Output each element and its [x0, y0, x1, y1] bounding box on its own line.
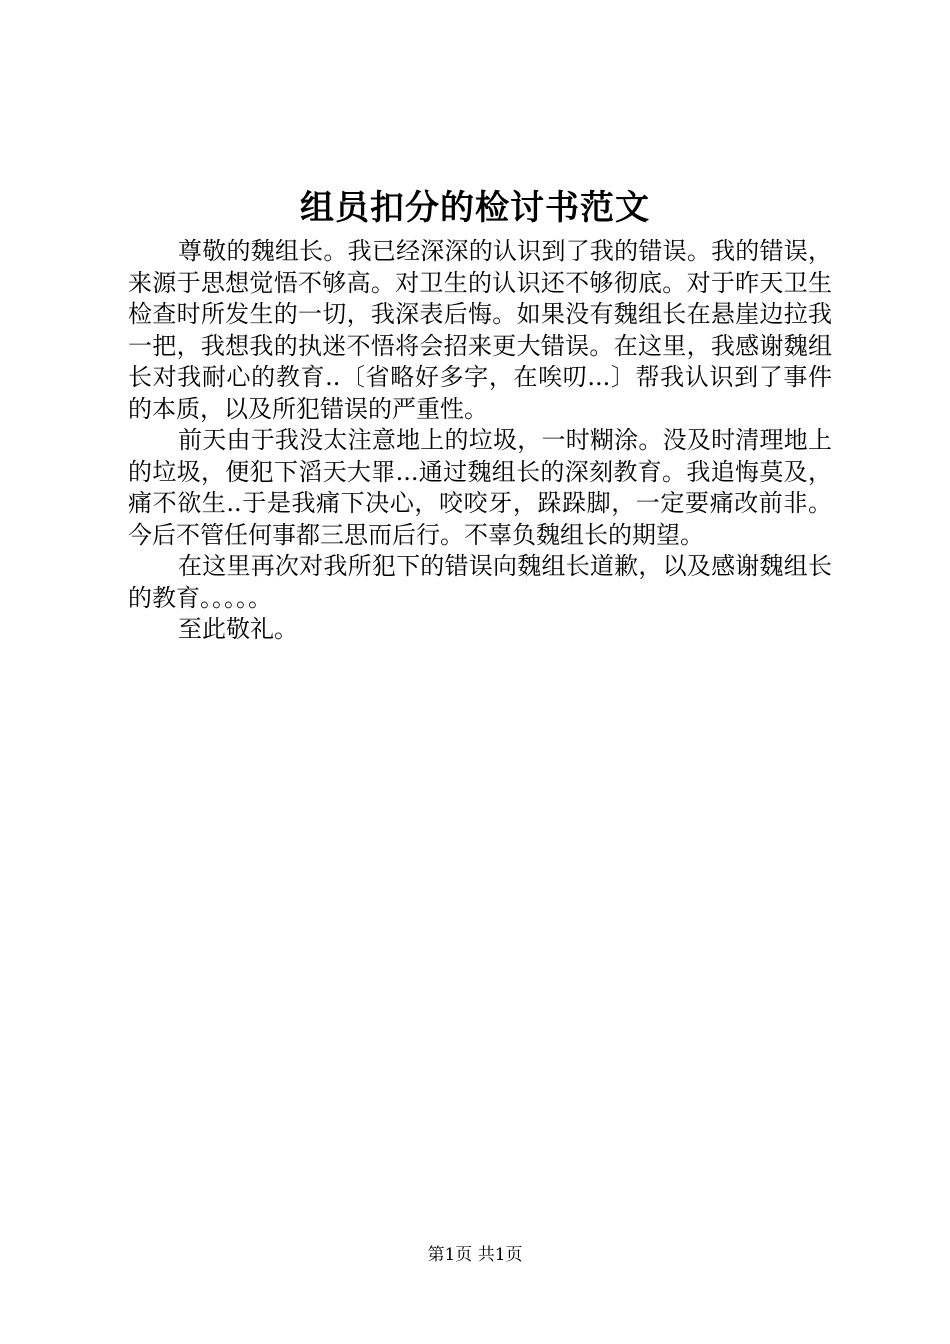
paragraph-1: 尊敬的魏组长。我已经深深的认识到了我的错误。我的错误，来源于思想觉悟不够高。对卫生的认识还不够彻底。对于昨天卫生检查时所发生的一切，我深表后悔。如果没有魏组长在悬崖边拉我一把，我想我的执迷不悟将会招来更大错误。在这里，我感谢魏组长对我耐心的教育..〔省略好多字，在唉叨...〕帮我认识到了事件的本质，以及所犯错误的严重性。	[128, 237, 832, 423]
paragraph-4: 至此敬礼。	[178, 615, 298, 643]
page-footer: 第1页 共1页	[427, 1245, 523, 1265]
document-body	[128, 236, 832, 646]
paragraph-2: 前天由于我没太注意地上的垃圾，一时糊涂。没及时清理地上的垃圾，便犯下滔天大罪...通过魏组长的深刻教育。我追悔莫及，痛不欲生..于是我痛下决心，咬咬牙，跺跺脚，一定要痛改前非。今后不管任何事都三思而后行。不辜负魏组长的期望。	[128, 426, 832, 549]
document-title: 组员扣分的检讨书范文	[300, 188, 650, 228]
paragraph-3: 在这里再次对我所犯下的错误向魏组长道歉，以及感谢魏组长的教育。。。。。	[128, 552, 832, 612]
